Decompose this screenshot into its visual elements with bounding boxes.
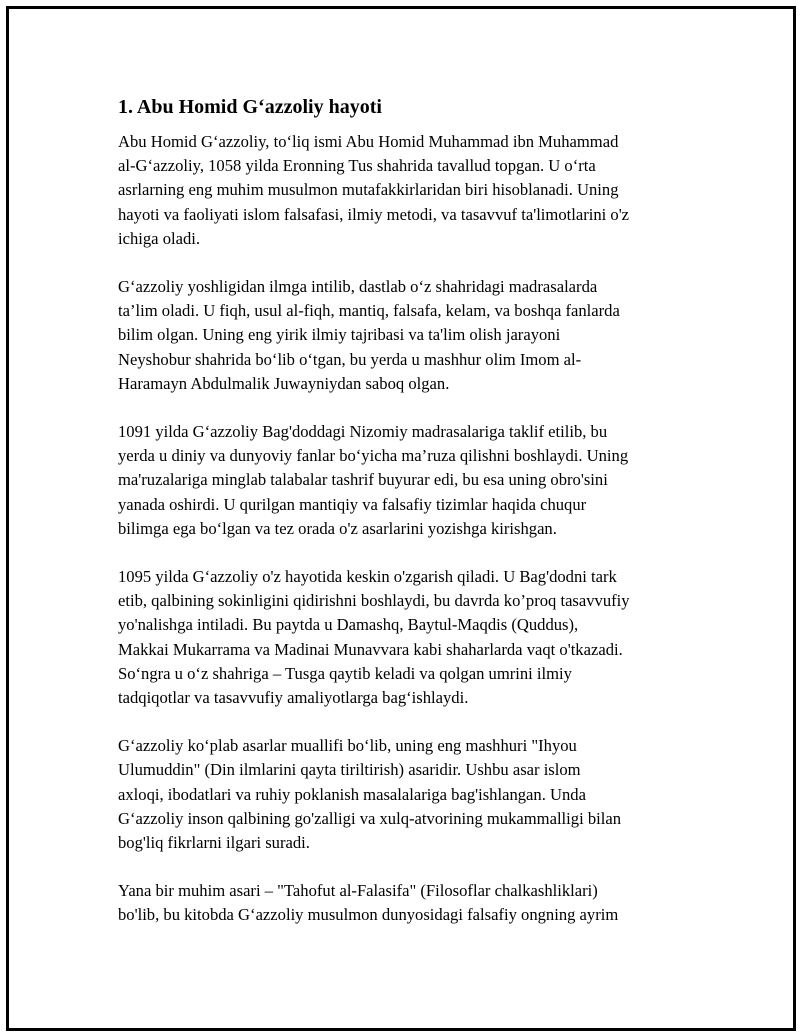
text-line: G‘azzoliy inson qalbining go'zalligi va xulq-atvorining mukammalligi bilan [118, 808, 622, 828]
text-line: bilimga ega bo‘lgan va tez orada o'z asarlarini yozishga kirishgan. [118, 518, 557, 538]
text-line: Neyshobur shahrida bo‘lib o‘tgan, bu yerda u mashhur olim Imom al- [118, 349, 582, 369]
text-line: bog'liq fikrlarni ilgari suradi. [118, 833, 310, 853]
text-line: axloqi, ibodatlari va ruhiy poklanish masalalariga bag'ishlangan. Unda [118, 784, 586, 804]
text-line: hayoti va faoliyati islom falsafasi, ilmiy metodi, va tasavvuf ta'limotlarini o'z [118, 204, 630, 224]
text-line: bilim olgan. Uning eng yirik ilmiy tajribasi va ta'lim olish jarayoni [118, 325, 561, 345]
text-line: asrlarning eng muhim musulmon mutafakkirlaridan biri hisoblanadi. Uning [118, 180, 619, 200]
text-line: bo'lib, bu kitobda G‘azzoliy musulmon dunyosidagi falsafiy ongning ayrim [118, 905, 619, 925]
section-heading: 1. Abu Homid G‘azzoliy hayoti [118, 96, 382, 118]
document-body [118, 94, 680, 952]
text-line: yo'nalishga intiladi. Bu paytda u Damashq, Baytul-Maqdis (Quddus), [118, 615, 579, 635]
text-line: Abu Homid G‘azzoliy, to‘liq ismi Abu Homid Muhammad ibn Muhammad [118, 132, 619, 151]
text-line: yerda u diniy va dunyoviy fanlar bo‘yicha ma’ruza qilishni boshlaydi. Uning [118, 446, 629, 466]
text-line: G‘azzoliy yoshligidan ilmga intilib, dastlab o‘z shahridagi madrasalarda [118, 277, 598, 297]
text-line: So‘ngra u o‘z shahriga – Tusga qaytib keladi va qolgan umrini ilmiy [118, 663, 572, 683]
text-line: Haramayn Abdulmalik Juwayniydan saboq olgan. [118, 373, 450, 393]
text-line: Makkai Mukarrama va Madinai Munavvara kabi shaharlarda vaqt o'tkazadi. [118, 639, 623, 659]
paragraph-4 [118, 565, 680, 710]
text-line: tadqiqotlar va tasavvufiy amaliyotlarga bag‘ishlaydi. [118, 688, 469, 708]
text-line: Ulumuddin" (Din ilmlarini qayta tiriltirish) asaridir. Ushbu asar islom [118, 760, 581, 780]
text-line: ichiga oladi. [118, 228, 201, 248]
text-line: Yana bir muhim asari – "Tahofut al-Falasifa" (Filosoflar chalkashliklari) [118, 881, 598, 901]
paragraph-3 [118, 420, 680, 541]
text-line: ma'ruzalariga minglab talabalar tashrif buyurar edi, bu esa uning obro'sini [118, 470, 608, 490]
text-line: al-G‘azzoliy, 1058 yilda Eronning Tus shahrida tavallud topgan. U o‘rta [118, 156, 596, 176]
text-line: 1095 yilda G‘azzoliy o'z hayotida keskin o'zgarish qiladi. U Bag'dodni tark [118, 567, 617, 587]
paragraph-1 [118, 130, 680, 251]
paragraph-5 [118, 734, 680, 855]
text-line: etib, qalbining sokinligini qidirishni boshlaydi, bu davrda ko’proq tasavvufiy [118, 591, 630, 611]
text-line: ta’lim oladi. U fiqh, usul al-fiqh, mantiq, falsafa, kelam, va boshqa fanlarda [118, 301, 620, 321]
text-line: G‘azzoliy ko‘plab asarlar muallifi bo‘lib, uning eng mashhuri "Ihyou [118, 736, 577, 756]
text-line: yanada oshirdi. U qurilgan mantiqiy va falsafiy tizimlar haqida chuqur [118, 494, 587, 514]
text-line: 1091 yilda G‘azzoliy Bag'doddagi Nizomiy madrasalariga taklif etilib, bu [118, 422, 608, 442]
paragraph-6 [118, 879, 680, 927]
paragraph-2 [118, 275, 680, 396]
